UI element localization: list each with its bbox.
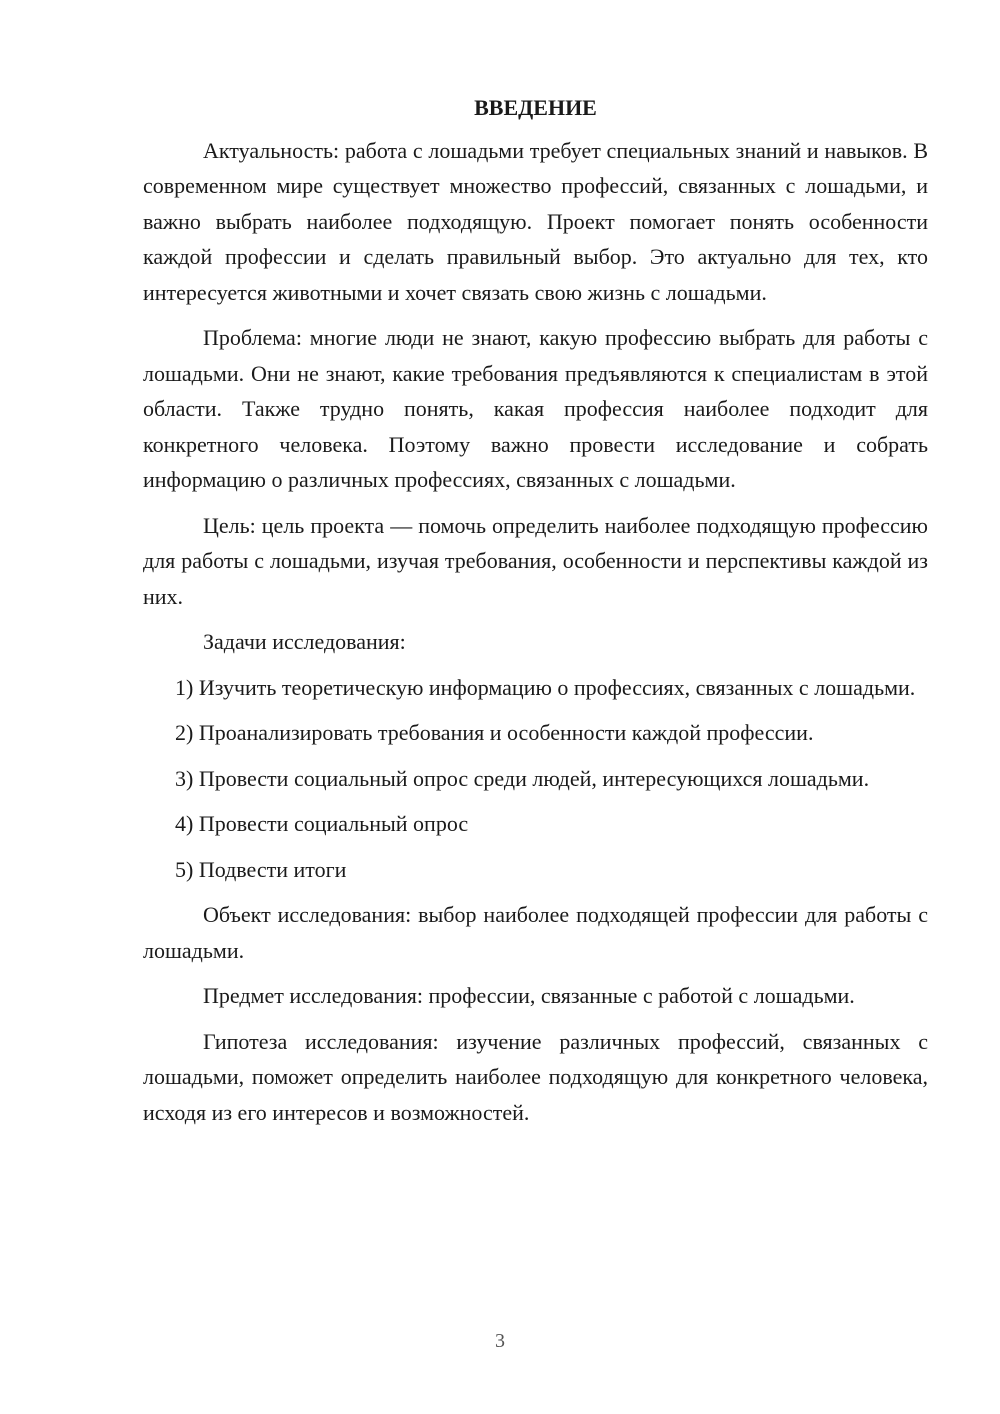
paragraph-subject: Предмет исследования: профессии, связанные с работой с лошадьми. [203, 983, 855, 1008]
task-item-2: 2) Проанализировать требования и особенности каждой профессии. [175, 720, 814, 745]
task-item-1: 1) Изучить теоретическую информацию о профессиях, связанных с лошадьми. [175, 674, 916, 700]
paragraph-object: Объект исследования: выбор наиболее подходящей профессии для работы с лошадьми. [143, 902, 928, 963]
paragraph-relevance: Актуальность: работа с лошадьми требует специальных знаний и навыков. В современном мире существует множество профессий, связанных с лошадьми, и важно выбрать наиболее подходящую. Проект помогает понять особенности каждой профессии и сделать правильный выбор. Это актуально для тех, кто интересуется животными и хочет связать свою жизнь с лошадьми. [143, 137, 928, 305]
paragraph-problem: Проблема: многие люди не знают, какую профессию выбрать для работы с лошадьми. Они не знают, какие требования предъявляются к специалистам в этой области. Также трудно понять, какая профессия наиболее подходит для конкретного человека. Поэтому важно провести исследование и собрать информацию о различных профессиях, связанных с лошадьми. [143, 325, 928, 492]
document-page [143, 90, 928, 1140]
paragraph-goal: Цель: цель проекта — помочь определить наиболее подходящую профессию для работы с лошадьми, изучая требования, особенности и перспективы каждой из них. [143, 512, 928, 609]
page-title: ВВЕДЕНИЕ [474, 95, 597, 120]
paragraph-hypothesis: Гипотеза исследования: изучение различных профессий, связанных с лошадьми, поможет определить наиболее подходящую для конкретного человека, исходя из его интересов и возможностей. [143, 1028, 928, 1125]
page-number: 3 [495, 1330, 505, 1352]
task-item-3: 3) Провести социальный опрос среди людей, интересующихся лошадьми. [175, 765, 870, 791]
task-item-5: 5) Подвести итоги [175, 856, 347, 882]
tasks-heading: Задачи исследования: [203, 629, 406, 654]
task-item-4: 4) Провести социальный опрос [175, 811, 469, 836]
